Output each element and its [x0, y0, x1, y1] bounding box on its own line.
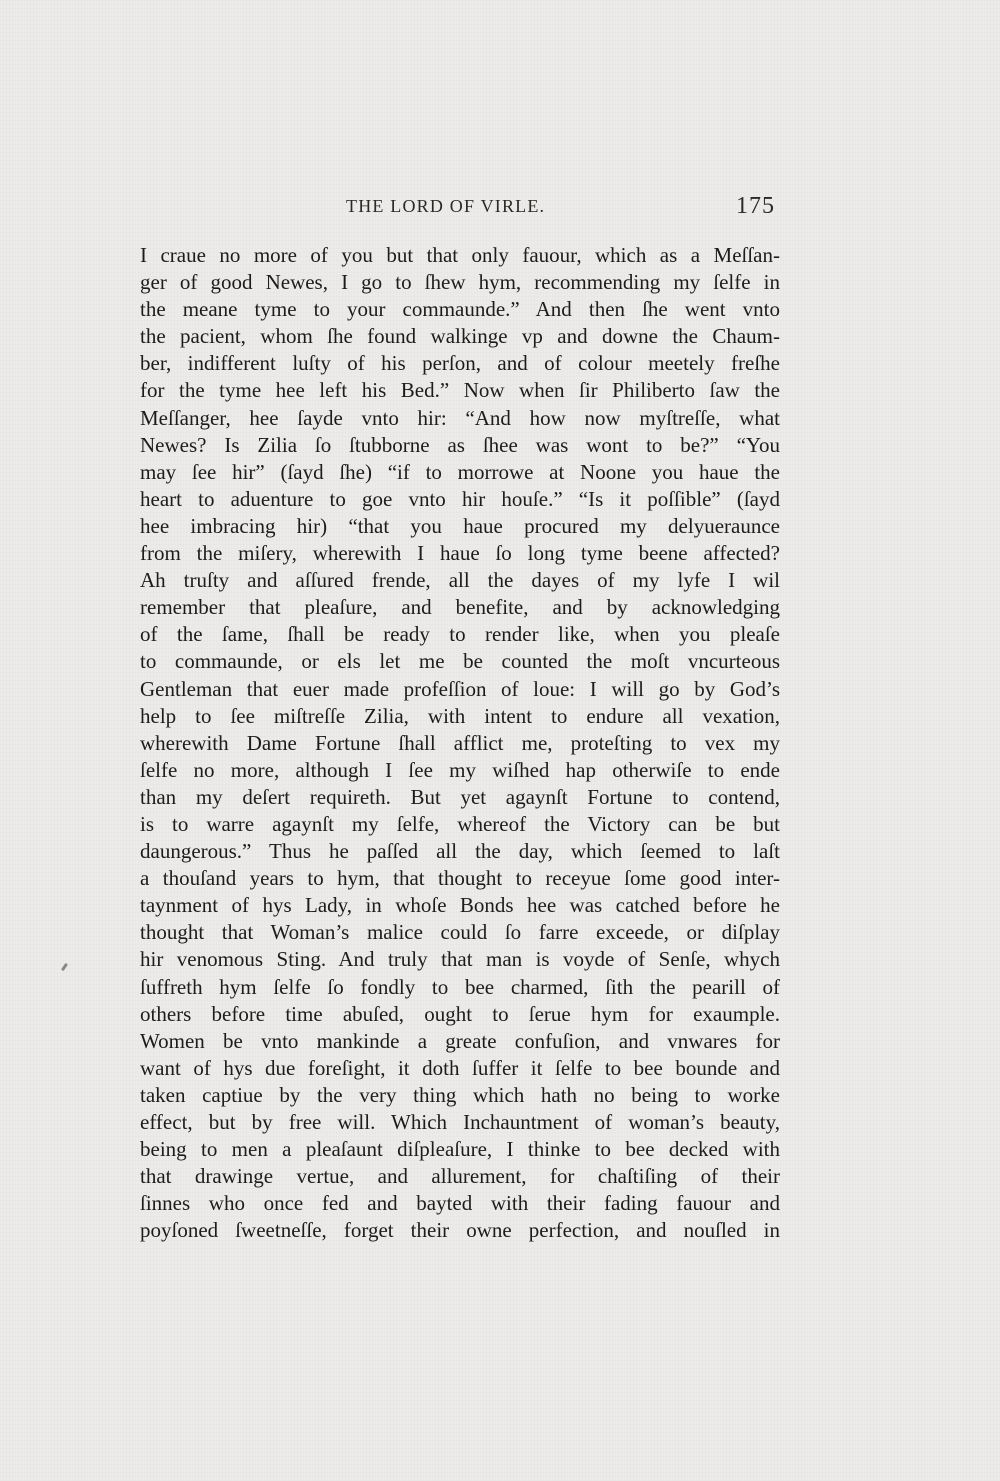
page-number: 175 [736, 193, 775, 219]
text-line: to commaunde, or els let me be counted the moſt vncurteous [140, 649, 780, 674]
text-line: hee imbracing hir) “that you haue procured my delyueraunce [140, 513, 780, 538]
text-line: remember that pleaſure, and benefite, and by acknowledging [140, 595, 780, 620]
text-line: from the miſery, wherewith I haue ſo long tyme beene affected? [140, 541, 780, 566]
text-line: I craue no more of you but that only fauour, which as a Meſſan- [140, 243, 780, 267]
text-line: others before time abuſed, ought to ſerue hym for exaumple. [140, 1001, 780, 1026]
text-line: want of hys due foreſight, it doth ſuffer it ſelfe to bee bounde and [140, 1055, 780, 1080]
running-head-title: THE LORD OF VIRLE. [346, 196, 546, 216]
text-line: thought that Woman’s malice could ſo farre exceede, or diſplay [140, 920, 780, 945]
text-line: Meſſanger, hee ſayde vnto hir: “And how now myſtreſſe, what [140, 405, 780, 430]
margin-speck [61, 963, 68, 971]
text-line: taken captiue by the very thing which hath no being to worke [140, 1082, 780, 1107]
text-line: for the tyme hee left his Bed.” Now when ſir Philiberto ſaw the [140, 378, 780, 403]
text-line: heart to aduenture to goe vnto hir houſe.” “Is it poſſible” (ſayd [140, 486, 780, 511]
text-line: hir venomous Sting. And truly that man is voyde of Senſe, whych [140, 947, 780, 972]
text-line: may ſee hir” (ſayd ſhe) “if to morrowe at Noone you haue the [140, 459, 780, 484]
text-line: Ah truſty and aſſured frende, all the dayes of my lyfe I wil [140, 568, 780, 593]
text-line: of the ſame, ſhall be ready to render like, when you pleaſe [140, 622, 780, 647]
text-line: Women be vnto mankinde a greate confuſion, and vnwares for [140, 1028, 780, 1053]
text-line: poyſoned ſweetneſſe, forget their owne perfection, and nouſled in [140, 1218, 780, 1243]
text-line: is to warre agaynſt my ſelfe, whereof the Victory can be but [140, 811, 780, 836]
text-line: ſinnes who once fed and bayted with their fading fauour and [140, 1191, 780, 1216]
text-line: taynment of hys Lady, in whoſe Bonds hee was catched before he [140, 893, 780, 918]
text-line: effect, but by free will. Which Inchauntment of woman’s beauty, [140, 1110, 780, 1134]
text-line: ber, indifferent luſty of his perſon, and of colour meetely freſhe [140, 351, 780, 376]
text-line: Newes? Is Zilia ſo ſtubborne as ſhee was wont to be?” “You [140, 432, 780, 457]
text-line: daungerous.” Thus he paſſed all the day, which ſeemed to laſt [140, 839, 780, 864]
text-line: Gentleman that euer made profeſſion of loue: I will go by God’s [140, 676, 780, 701]
text-line: that drawinge vertue, and allurement, for chaſtiſing of their [140, 1164, 780, 1189]
text-line: being to men a pleaſaunt diſpleaſure, I thinke to bee decked with [140, 1137, 780, 1162]
text-line: the pacient, whom ſhe found walkinge vp and downe the Chaum- [140, 324, 780, 349]
text-line: the meane tyme to your commaunde.” And then ſhe went vnto [140, 297, 780, 322]
body-text [140, 242, 780, 1244]
text-line: ſelfe no more, although I ſee my wiſhed hap otherwiſe to ende [140, 757, 780, 782]
text-line: help to ſee miſtreſſe Zilia, with intent to endure all vexation, [140, 703, 780, 728]
text-line: than my deſert requireth. But yet agaynſt Fortune to contend, [140, 784, 780, 809]
text-line: ſuffreth hym ſelfe ſo fondly to bee charmed, ſith the pearill of [140, 974, 780, 999]
text-line: ger of good Newes, I go to ſhew hym, recommending my ſelfe in [140, 270, 780, 295]
text-line: wherewith Dame Fortune ſhall afflict me, proteſting to vex my [140, 730, 780, 755]
text-line: a thouſand years to hym, that thought to receyue ſome good inter- [140, 866, 780, 891]
